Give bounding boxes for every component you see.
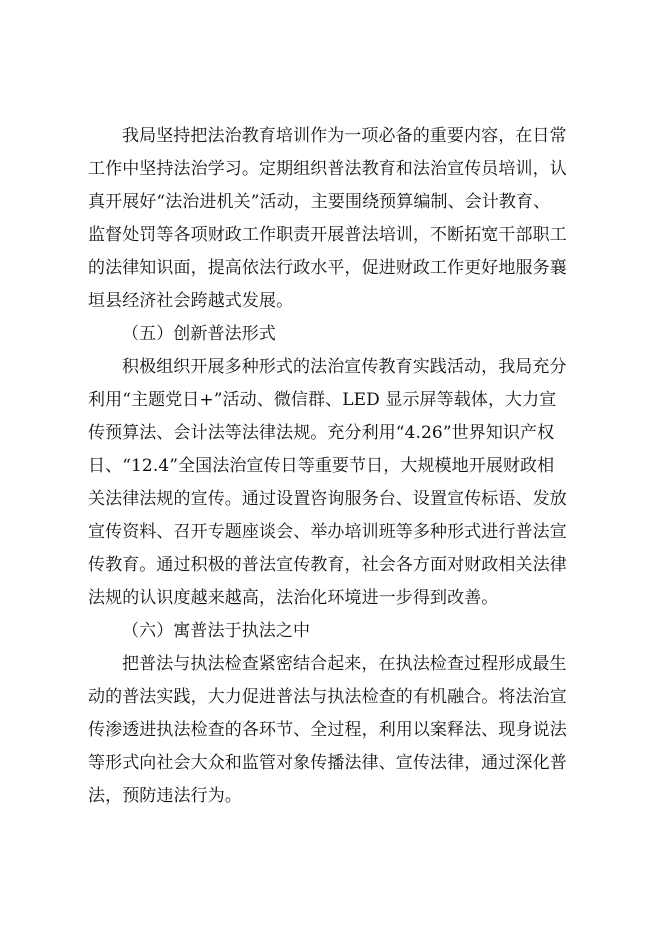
paragraph-line: 法规的认识度越来越高，法治化环境进一步得到改善。 [88, 588, 499, 608]
paragraph-line: 利用“主题党日+”活动、微信群、LED 显示屏等载体，大力宣 [88, 390, 557, 410]
paragraph-line: 我局坚持把法治教育培训作为一项必备的重要内容，在日常 [122, 126, 567, 146]
document-body [88, 120, 588, 813]
paragraph-publicity-activities [88, 351, 588, 615]
paragraph-line: 的法律知识面，提高依法行政水平，促进财政工作更好地服务襄 [88, 258, 567, 278]
paragraph-legal-education-training [88, 120, 588, 318]
section-heading-law-in-enforcement: （六）寓普法于执法之中 [122, 621, 311, 641]
paragraph-line: 传教育。通过积极的普法宣传教育，社会各方面对财政相关法律 [88, 555, 567, 575]
paragraph-line: 把普法与执法检查紧密结合起来，在执法检查过程形成最生 [122, 654, 567, 674]
paragraph-enforcement-integration [88, 648, 588, 813]
paragraph-line: 真开展好“法治进机关”活动，主要围绕预算编制、会计教育、 [88, 192, 551, 212]
paragraph-line: 传预算法、会计法等法律法规。充分利用“4.26”世界知识产权 [88, 423, 555, 443]
paragraph-line: 关法律法规的宣传。通过设置咨询服务台、设置宣传标语、发放 [88, 489, 567, 509]
section-heading-innovate-forms: （五）创新普法形式 [122, 324, 276, 344]
paragraph-line: 监督处罚等各项财政工作职责开展普法培训，不断拓宽干部职工 [88, 225, 567, 245]
paragraph-line: 传渗透进执法检查的各环节、全过程，利用以案释法、现身说法 [88, 720, 567, 740]
paragraph-line: 积极组织开展多种形式的法治宣传教育实践活动，我局充分 [122, 357, 567, 377]
paragraph-line: 法，预防违法行为。 [88, 786, 242, 806]
paragraph-line: 日、“12.4”全国法治宣传日等重要节日，大规模地开展财政相 [88, 456, 555, 476]
paragraph-line: 宣传资料、召开专题座谈会、举办培训班等多种形式进行普法宣 [88, 522, 567, 542]
paragraph-line: 垣县经济社会跨越式发展。 [88, 291, 294, 311]
paragraph-line: 工作中坚持法治学习。定期组织普法教育和法治宣传员培训，认 [88, 159, 567, 179]
paragraph-line: 动的普法实践，大力促进普法与执法检查的有机融合。将法治宣 [88, 687, 567, 707]
paragraph-line: 等形式向社会大众和监管对象传播法律、宣传法律，通过深化普 [88, 753, 567, 773]
